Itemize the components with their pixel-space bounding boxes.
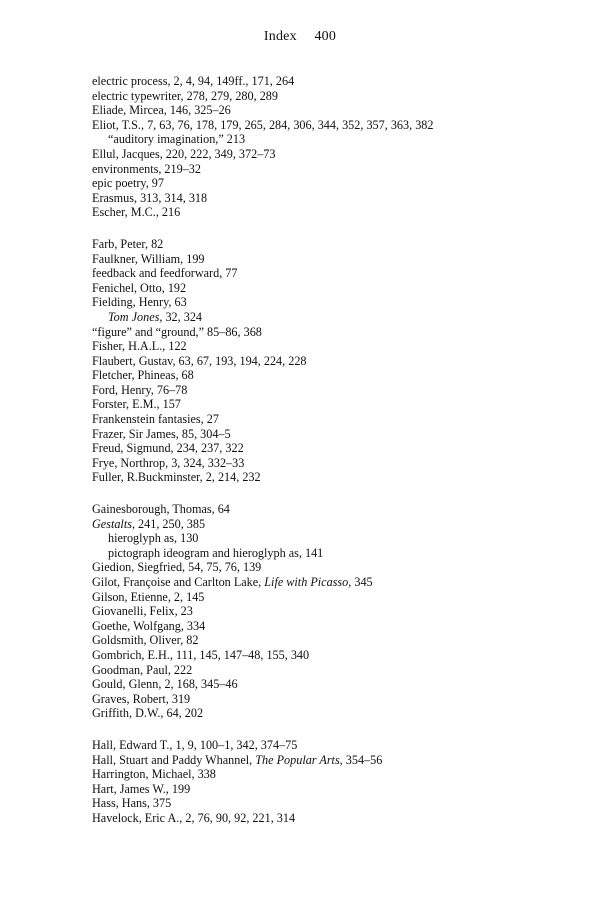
index-entry: Fletcher, Phineas, 68	[92, 368, 194, 383]
index-entry: Giedion, Siegfried, 54, 75, 76, 139	[92, 560, 262, 575]
index-entry: Farb, Peter, 82	[92, 236, 164, 251]
index-entry	[92, 517, 582, 532]
entry-text: Gilot, Françoise and Carlton Lake,	[92, 575, 265, 589]
index-entry: Griffith, D.W., 64, 202	[92, 706, 204, 721]
index-entry: Eliade, Mircea, 146, 325–26	[92, 103, 231, 118]
index-entry: Harrington, Michael, 338	[92, 767, 216, 782]
index-entry: Gombrich, E.H., 111, 145, 147–48, 155, 340	[92, 647, 310, 662]
index-entry: Forster, E.M., 157	[92, 397, 181, 412]
index-entry	[92, 575, 582, 590]
entry-pages: 241, 250, 385	[135, 516, 206, 531]
index-entry: “figure” and “ground,” 85–86, 368	[92, 324, 262, 339]
index-entry: Fenichel, Otto, 192	[92, 280, 187, 295]
index-entry: Frye, Northrop, 3, 324, 332–33	[92, 455, 245, 470]
index-entry: epic poetry, 97	[92, 176, 164, 191]
index-entry: Goethe, Wolfgang, 334	[92, 618, 206, 633]
index-group-f	[92, 237, 582, 485]
index-entry: Freud, Sigmund, 234, 237, 322	[92, 441, 244, 456]
entry-text: Hall, Stuart and Paddy Whannel,	[92, 752, 256, 767]
index-body	[92, 74, 582, 826]
index-entry: Goldsmith, Oliver, 82	[92, 633, 199, 648]
index-subentry: pictograph ideogram and hieroglyph as, 141	[108, 545, 324, 560]
index-group-e	[92, 74, 582, 220]
index-entry: Gilson, Etienne, 2, 145	[92, 589, 205, 604]
index-entry: Fielding, Henry, 63	[92, 295, 187, 310]
page-header	[0, 29, 600, 45]
entry-title-italic: Tom Jones,	[108, 309, 163, 324]
index-entry: Ellul, Jacques, 220, 222, 349, 372–73	[92, 146, 276, 161]
entry-pages: 345	[351, 575, 373, 589]
index-entry: Erasmus, 313, 314, 318	[92, 190, 208, 205]
index-entry: Hass, Hans, 375	[92, 796, 172, 811]
entry-pages: 354–56	[342, 752, 383, 767]
entry-title-italic: Life with Picasso,	[264, 575, 352, 589]
index-entry: Fisher, H.A.L., 122	[92, 339, 187, 354]
entry-title-italic: Gestalts,	[92, 516, 135, 531]
index-group-g	[92, 502, 582, 721]
group-spacer	[92, 721, 582, 738]
index-entry: Ford, Henry, 76–78	[92, 382, 188, 397]
index-entry: Escher, M.C., 216	[92, 205, 181, 220]
index-entry	[92, 753, 582, 768]
index-entry: Hall, Edward T., 1, 9, 100–1, 342, 374–75	[92, 737, 298, 752]
index-group-h	[92, 738, 582, 826]
entry-pages: 32, 324	[162, 309, 203, 324]
index-entry: Frazer, Sir James, 85, 304–5	[92, 426, 231, 441]
index-entry: Flaubert, Gustav, 63, 67, 193, 194, 224, 228	[92, 353, 307, 368]
index-entry: Eliot, T.S., 7, 63, 76, 178, 179, 265, 284, 306, 344, 352, 357, 363, 382	[92, 117, 434, 132]
header-title: Index	[263, 29, 297, 44]
index-entry: electric typewriter, 278, 279, 280, 289	[92, 88, 278, 103]
index-entry: Hart, James W., 199	[92, 781, 191, 796]
index-entry: feedback and feedforward, 77	[92, 266, 238, 281]
index-entry: Faulkner, William, 199	[92, 251, 205, 266]
index-entry: environments, 219–32	[92, 161, 201, 176]
index-entry: Giovanelli, Felix, 23	[92, 604, 193, 619]
group-spacer	[92, 220, 582, 237]
index-entry: Gould, Glenn, 2, 168, 345–46	[92, 677, 238, 692]
index-subentry: “auditory imagination,” 213	[108, 132, 246, 147]
index-entry: Goodman, Paul, 222	[92, 662, 193, 677]
group-spacer	[92, 485, 582, 502]
index-entry: Gainesborough, Thomas, 64	[92, 502, 230, 517]
index-subentry	[92, 310, 582, 325]
page-number: 400	[314, 29, 337, 44]
index-entry: electric process, 2, 4, 94, 149ff., 171, 264	[92, 74, 295, 88]
entry-title-italic: The Popular Arts,	[255, 752, 343, 767]
index-entry: Fuller, R.Buckminster, 2, 214, 232	[92, 470, 261, 485]
index-subentry: hieroglyph as, 130	[108, 531, 199, 546]
index-entry: Havelock, Eric A., 2, 76, 90, 92, 221, 314	[92, 810, 296, 825]
index-entry: Frankenstein fantasies, 27	[92, 412, 219, 427]
index-entry: Graves, Robert, 319	[92, 691, 191, 706]
